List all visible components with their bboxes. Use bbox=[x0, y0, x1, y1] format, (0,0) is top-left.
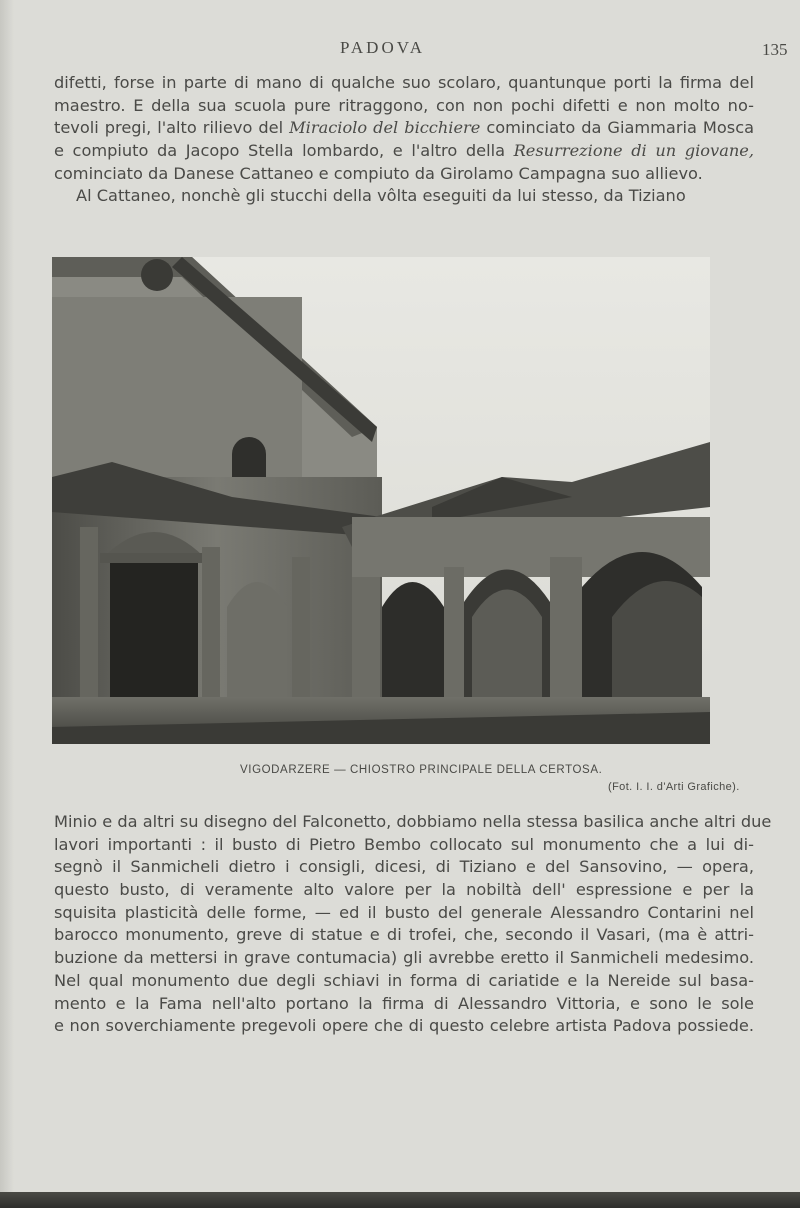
text-line: questo busto, di veramente alto valore per la nobiltà dell' espressione e per la bbox=[54, 880, 754, 900]
text-line bbox=[54, 140, 754, 163]
paragraph-top bbox=[54, 72, 754, 208]
italic-title: Miraciolo del bicchiere bbox=[289, 118, 481, 138]
page-header bbox=[0, 38, 800, 64]
page-number: 135 bbox=[762, 40, 788, 59]
text-line: buzione da mettersi in grave contumacia) gli avrebbe eretto il Sanmicheli medesimo. bbox=[54, 948, 754, 968]
text-line bbox=[54, 117, 754, 140]
text-line: mento e la Fama nell'alto portano la firma di Alessandro Vittoria, e sono le sole bbox=[54, 993, 754, 1013]
text-line: Minio e da altri su disegno del Falconetto, dobbiamo nella stessa basilica anche altri due bbox=[54, 812, 772, 831]
photo-credit: (Fot. I. I. d'Arti Grafiche). bbox=[608, 781, 740, 793]
text-segment: cominciato da Giammaria Mosca bbox=[480, 118, 755, 138]
caption-text: VIGODARZERE — CHIOSTRO PRINCIPALE DELLA CERTOSA. bbox=[240, 764, 603, 776]
text-line: maestro. E della sua scuola pure ritraggono, con non pochi difetti e non molto no- bbox=[54, 95, 754, 115]
text-line: segnò il Sanmicheli dietro i consigli, dicesi, di Tiziano e del Sansovino, — opera, bbox=[54, 857, 754, 877]
text-segment: e compiuto da Jacopo Stella lombardo, e l'altro della bbox=[54, 141, 514, 161]
text-line: squisita plasticità delle forme, — ed il busto del generale Alessandro Contarini nel bbox=[54, 902, 754, 922]
page-edge bbox=[0, 0, 14, 1208]
text-line: cominciato da Danese Cattaneo e compiuto da Girolamo Campagna suo allievo. bbox=[54, 163, 703, 183]
italic-title: Resurrezione di un giovane, bbox=[513, 141, 755, 161]
page-bottom-edge bbox=[0, 1192, 800, 1208]
text-line: barocco monumento, greve di statue e di trofei, che, secondo il Vasari, (ma è attri- bbox=[54, 925, 754, 945]
text-line: e non soverchiamente pregevoli opere che di questo celebre artista Padova possiede. bbox=[54, 1016, 754, 1036]
text-line: lavori importanti : il busto di Pietro Bembo collocato sul monumento che a lui di- bbox=[54, 834, 754, 854]
cloister-photograph bbox=[52, 257, 710, 744]
text-line: Al Cattaneo, nonchè gli stucchi della vôlta eseguiti da lui stesso, da Tiziano bbox=[76, 186, 686, 206]
paragraph-bottom bbox=[54, 811, 772, 1038]
running-title: PADOVA bbox=[340, 38, 426, 57]
text-line: Nel qual monumento due degli schiavi in forma di cariatide e la Nereide sul basa- bbox=[54, 970, 754, 990]
text-segment: tevoli pregi, l'alto rilievo del bbox=[54, 118, 290, 138]
text-line: difetti, forse in parte di mano di qualche suo scolaro, quantunque porti la firma del bbox=[54, 73, 754, 92]
